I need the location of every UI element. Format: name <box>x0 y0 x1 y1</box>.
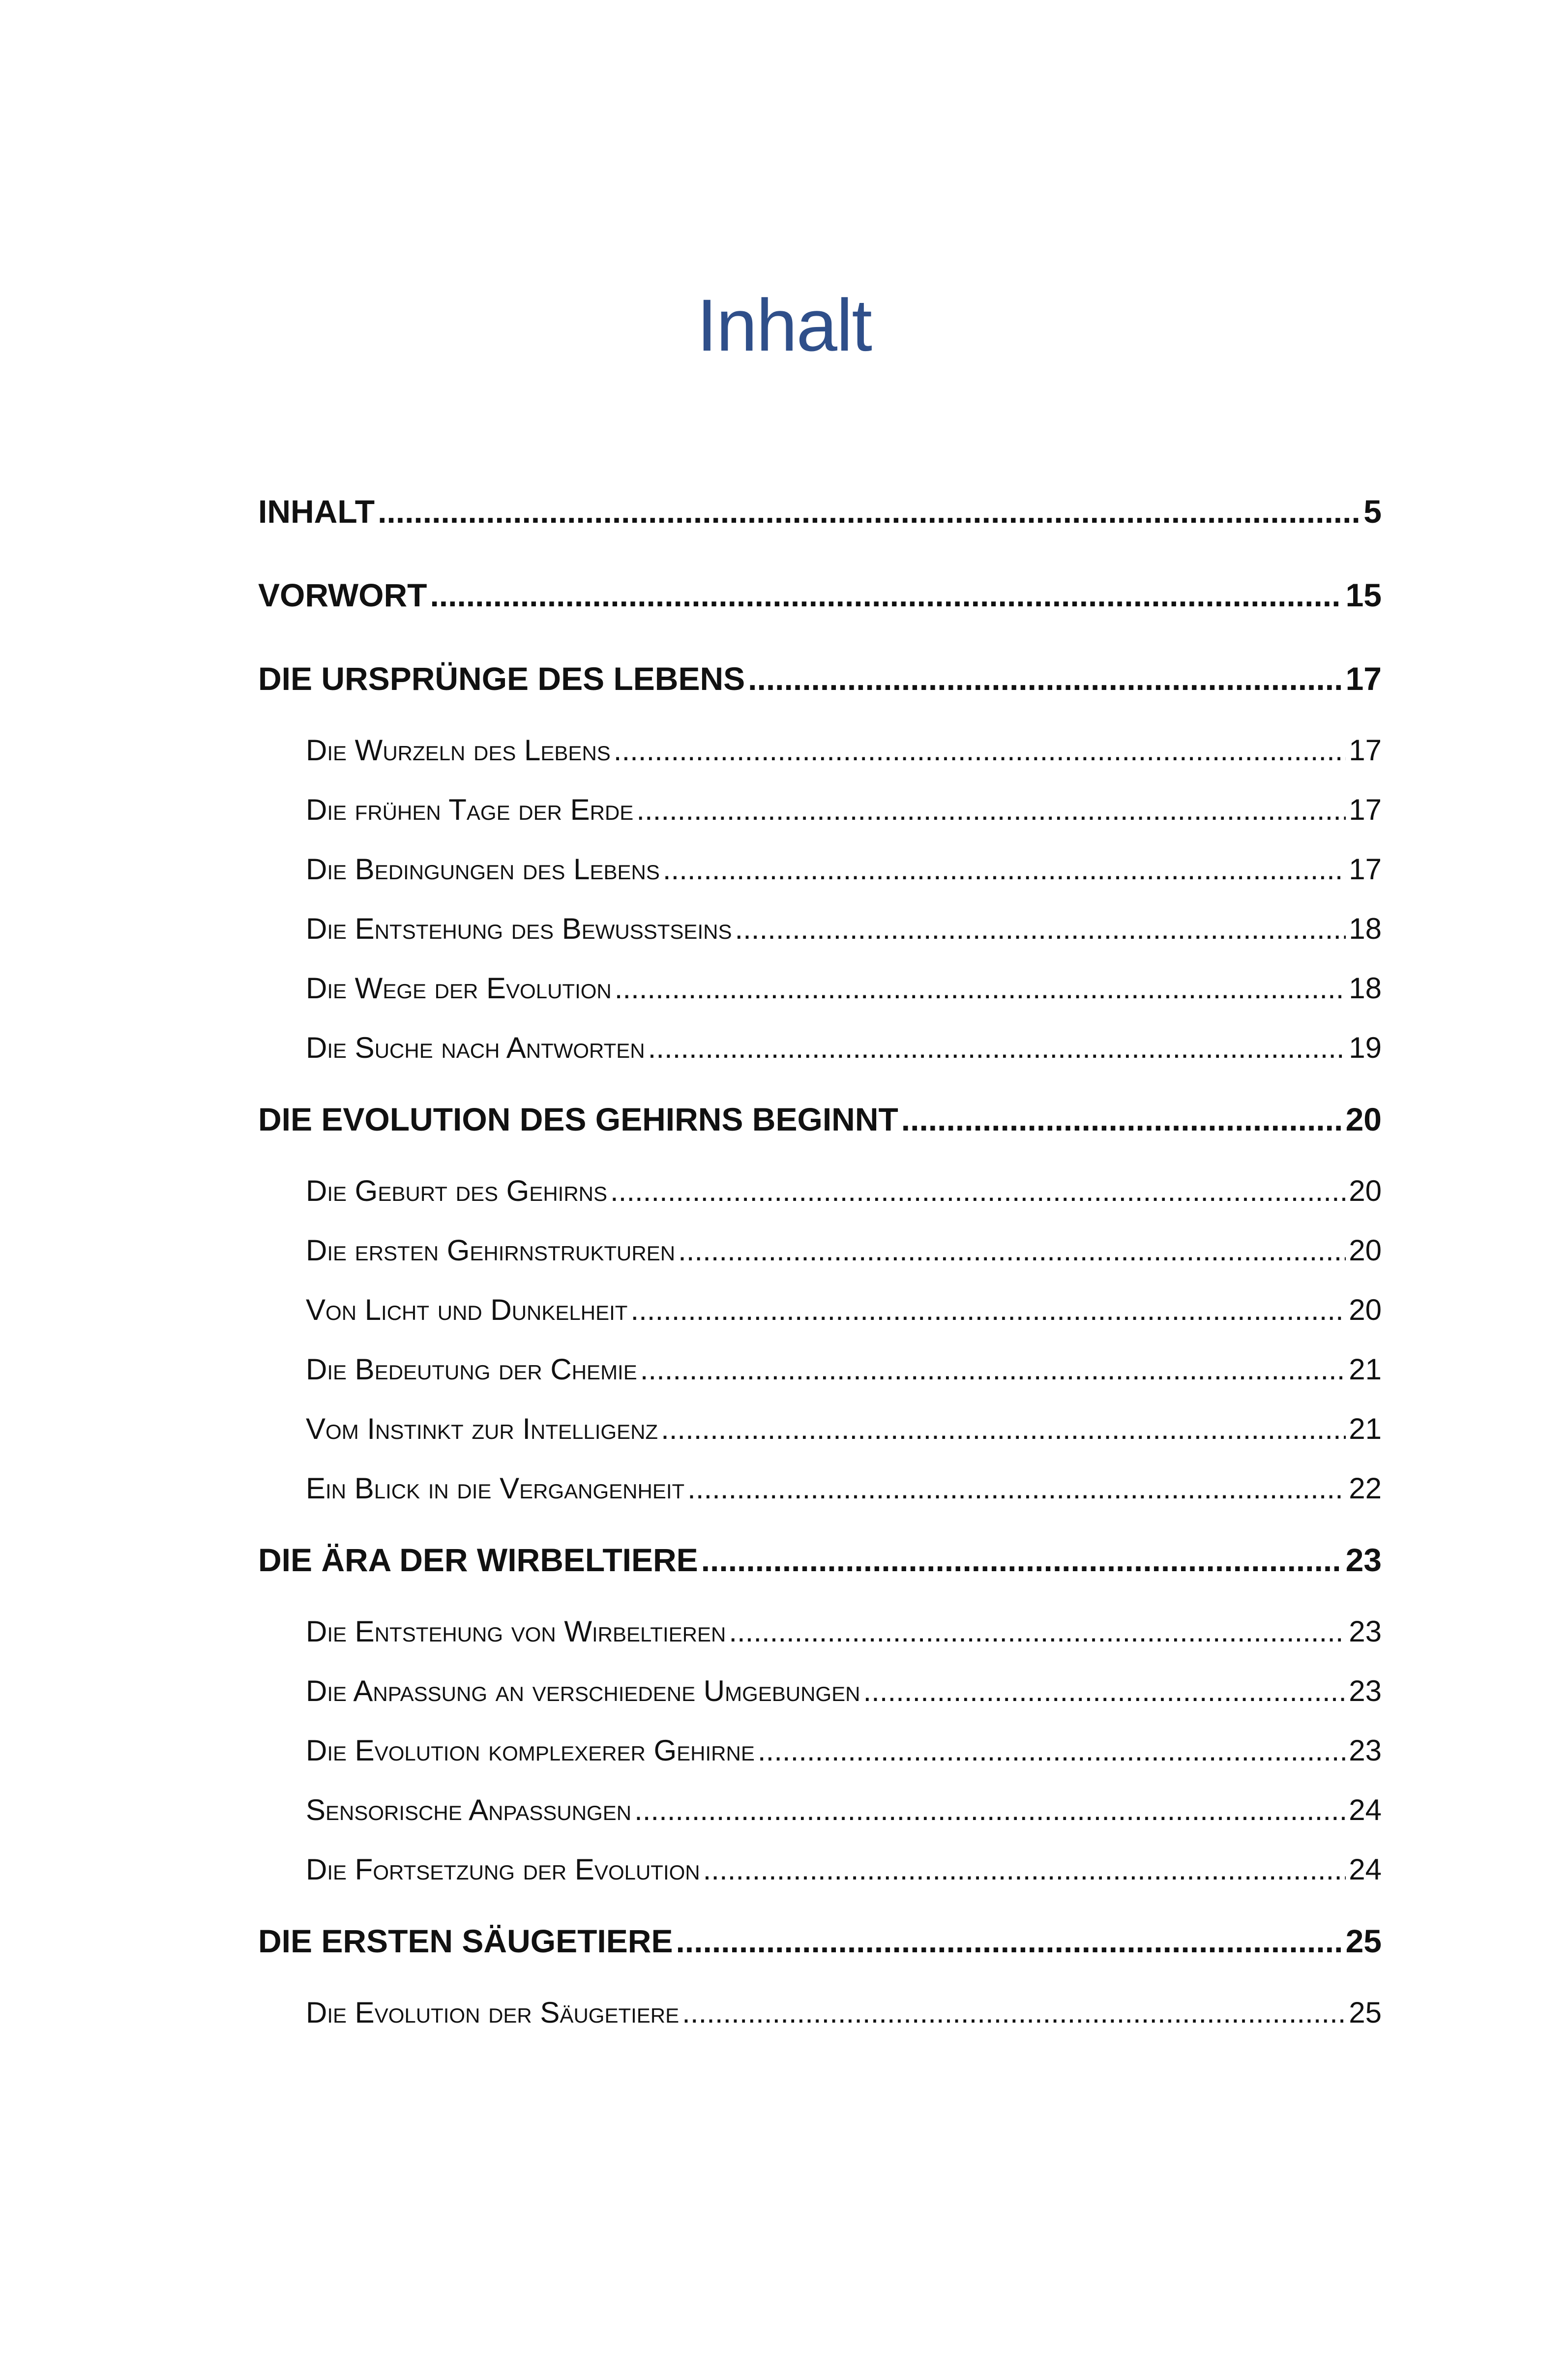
dot-leader <box>636 780 1346 839</box>
toc-entry-label: Die Suche nach Antworten <box>306 1031 645 1064</box>
toc-section[interactable] <box>258 1721 1382 1780</box>
toc-page-number: 20 <box>1349 1293 1382 1326</box>
toc-section[interactable] <box>258 1221 1382 1280</box>
toc-entry-label: INHALT <box>258 493 375 530</box>
dot-leader <box>663 839 1346 899</box>
toc-section[interactable] <box>258 1661 1382 1721</box>
toc-page-number: 21 <box>1349 1412 1382 1445</box>
toc-page-number: 25 <box>1345 1923 1382 1959</box>
toc-page-number: 20 <box>1345 1101 1382 1137</box>
toc-entry-label: DIE ERSTEN SÄUGETIERE <box>258 1923 673 1959</box>
dot-leader <box>430 553 1342 637</box>
toc-section[interactable] <box>258 1161 1382 1221</box>
toc-section[interactable] <box>258 1780 1382 1840</box>
toc-entry-label: Ein Blick in die Vergangenheit <box>306 1472 685 1505</box>
toc-entry-label: DIE URSPRÜNGE DES LEBENS <box>258 660 745 697</box>
toc-section[interactable] <box>258 1340 1382 1399</box>
toc-entry-label: Die Bedingungen des Lebens <box>306 853 660 886</box>
toc-page-number: 23 <box>1349 1615 1382 1648</box>
toc-page-number: 20 <box>1349 1234 1382 1267</box>
dot-leader <box>687 1459 1346 1518</box>
toc-entry-label: Die Wege der Evolution <box>306 972 612 1005</box>
table-of-contents <box>258 470 1382 2042</box>
toc-section[interactable] <box>258 780 1382 839</box>
dot-leader <box>648 1018 1346 1077</box>
toc-page-number: 23 <box>1345 1542 1382 1578</box>
toc-section[interactable] <box>258 839 1382 899</box>
toc-page-number: 23 <box>1349 1674 1382 1707</box>
dot-leader <box>676 1899 1342 1983</box>
toc-section[interactable] <box>258 1459 1382 1518</box>
toc-page-number: 5 <box>1363 493 1382 530</box>
dot-leader <box>682 1983 1346 2042</box>
dot-leader <box>615 958 1346 1018</box>
toc-page-number: 25 <box>1349 1996 1382 2029</box>
toc-page-number: 23 <box>1349 1734 1382 1767</box>
page-title: Inhalt <box>697 283 871 366</box>
toc-entry-label: Die Bedeutung der Chemie <box>306 1353 637 1386</box>
toc-chapter-vorwort[interactable] <box>258 553 1382 637</box>
toc-entry-label: Die frühen Tage der Erde <box>306 793 634 826</box>
dot-leader <box>614 720 1346 780</box>
toc-entry-label: Die Evolution der Säugetiere <box>306 1996 680 2029</box>
toc-page-number: 24 <box>1349 1853 1382 1886</box>
dot-leader <box>678 1221 1346 1280</box>
dot-leader <box>701 1518 1343 1602</box>
toc-entry-label: Die Anpassung an verschiedene Umgebungen <box>306 1674 860 1707</box>
toc-section[interactable] <box>258 1840 1382 1899</box>
toc-page-number: 22 <box>1349 1472 1382 1505</box>
dot-leader <box>661 1399 1346 1459</box>
toc-section[interactable] <box>258 1399 1382 1459</box>
toc-section[interactable] <box>258 1983 1382 2042</box>
toc-entry-label: DIE EVOLUTION DES GEHIRNS BEGINNT <box>258 1101 898 1137</box>
toc-page-number: 17 <box>1349 793 1382 826</box>
dot-leader <box>748 637 1342 720</box>
toc-page-number: 17 <box>1349 734 1382 767</box>
toc-entry-label: Von Licht und Dunkelheit <box>306 1293 628 1326</box>
toc-section[interactable] <box>258 958 1382 1018</box>
dot-leader <box>729 1602 1346 1661</box>
toc-entry-label: Die Entstehung des Bewusstseins <box>306 912 732 945</box>
toc-entry-label: Die Evolution komplexerer Gehirne <box>306 1734 755 1767</box>
dot-leader <box>634 1780 1346 1840</box>
toc-entry-label: Die Entstehung von Wirbeltieren <box>306 1615 726 1648</box>
toc-page-number: 20 <box>1349 1174 1382 1207</box>
toc-entry-label: Die Geburt des Gehirns <box>306 1174 607 1207</box>
dot-leader <box>901 1077 1343 1161</box>
dot-leader <box>735 899 1346 958</box>
toc-section[interactable] <box>258 1018 1382 1077</box>
toc-page-number: 18 <box>1349 912 1382 945</box>
toc-entry-label: Die ersten Gehirnstrukturen <box>306 1234 676 1267</box>
toc-entry-label: VORWORT <box>258 577 427 613</box>
toc-page-number: 24 <box>1349 1793 1382 1826</box>
toc-section[interactable] <box>258 899 1382 958</box>
toc-entry-label: Vom Instinkt zur Intelligenz <box>306 1412 658 1445</box>
toc-page-number: 19 <box>1349 1031 1382 1064</box>
toc-chapter-saeugetiere[interactable] <box>258 1899 1382 1983</box>
toc-section[interactable] <box>258 1280 1382 1340</box>
toc-section[interactable] <box>258 1602 1382 1661</box>
toc-chapter-inhalt[interactable] <box>258 470 1382 553</box>
toc-page-number: 15 <box>1345 577 1382 613</box>
toc-entry-label: Sensorische Anpassungen <box>306 1793 632 1826</box>
toc-chapter-wirbeltiere[interactable] <box>258 1518 1382 1602</box>
dot-leader <box>630 1280 1346 1340</box>
toc-page-number: 17 <box>1345 660 1382 697</box>
toc-page-number: 21 <box>1349 1353 1382 1386</box>
dot-leader <box>640 1340 1346 1399</box>
toc-chapter-urspruenge[interactable] <box>258 637 1382 720</box>
toc-page-number: 18 <box>1349 972 1382 1005</box>
toc-entry-label: Die Fortsetzung der Evolution <box>306 1853 700 1886</box>
toc-section[interactable] <box>258 720 1382 780</box>
dot-leader <box>378 470 1361 553</box>
dot-leader <box>703 1840 1346 1899</box>
toc-entry-label: Die Wurzeln des Lebens <box>306 734 611 767</box>
toc-entry-label: DIE ÄRA DER WIRBELTIERE <box>258 1542 698 1578</box>
toc-chapter-evolution-gehirn[interactable] <box>258 1077 1382 1161</box>
toc-page-number: 17 <box>1349 853 1382 886</box>
dot-leader <box>758 1721 1346 1780</box>
dot-leader <box>610 1161 1346 1221</box>
dot-leader <box>863 1661 1346 1721</box>
